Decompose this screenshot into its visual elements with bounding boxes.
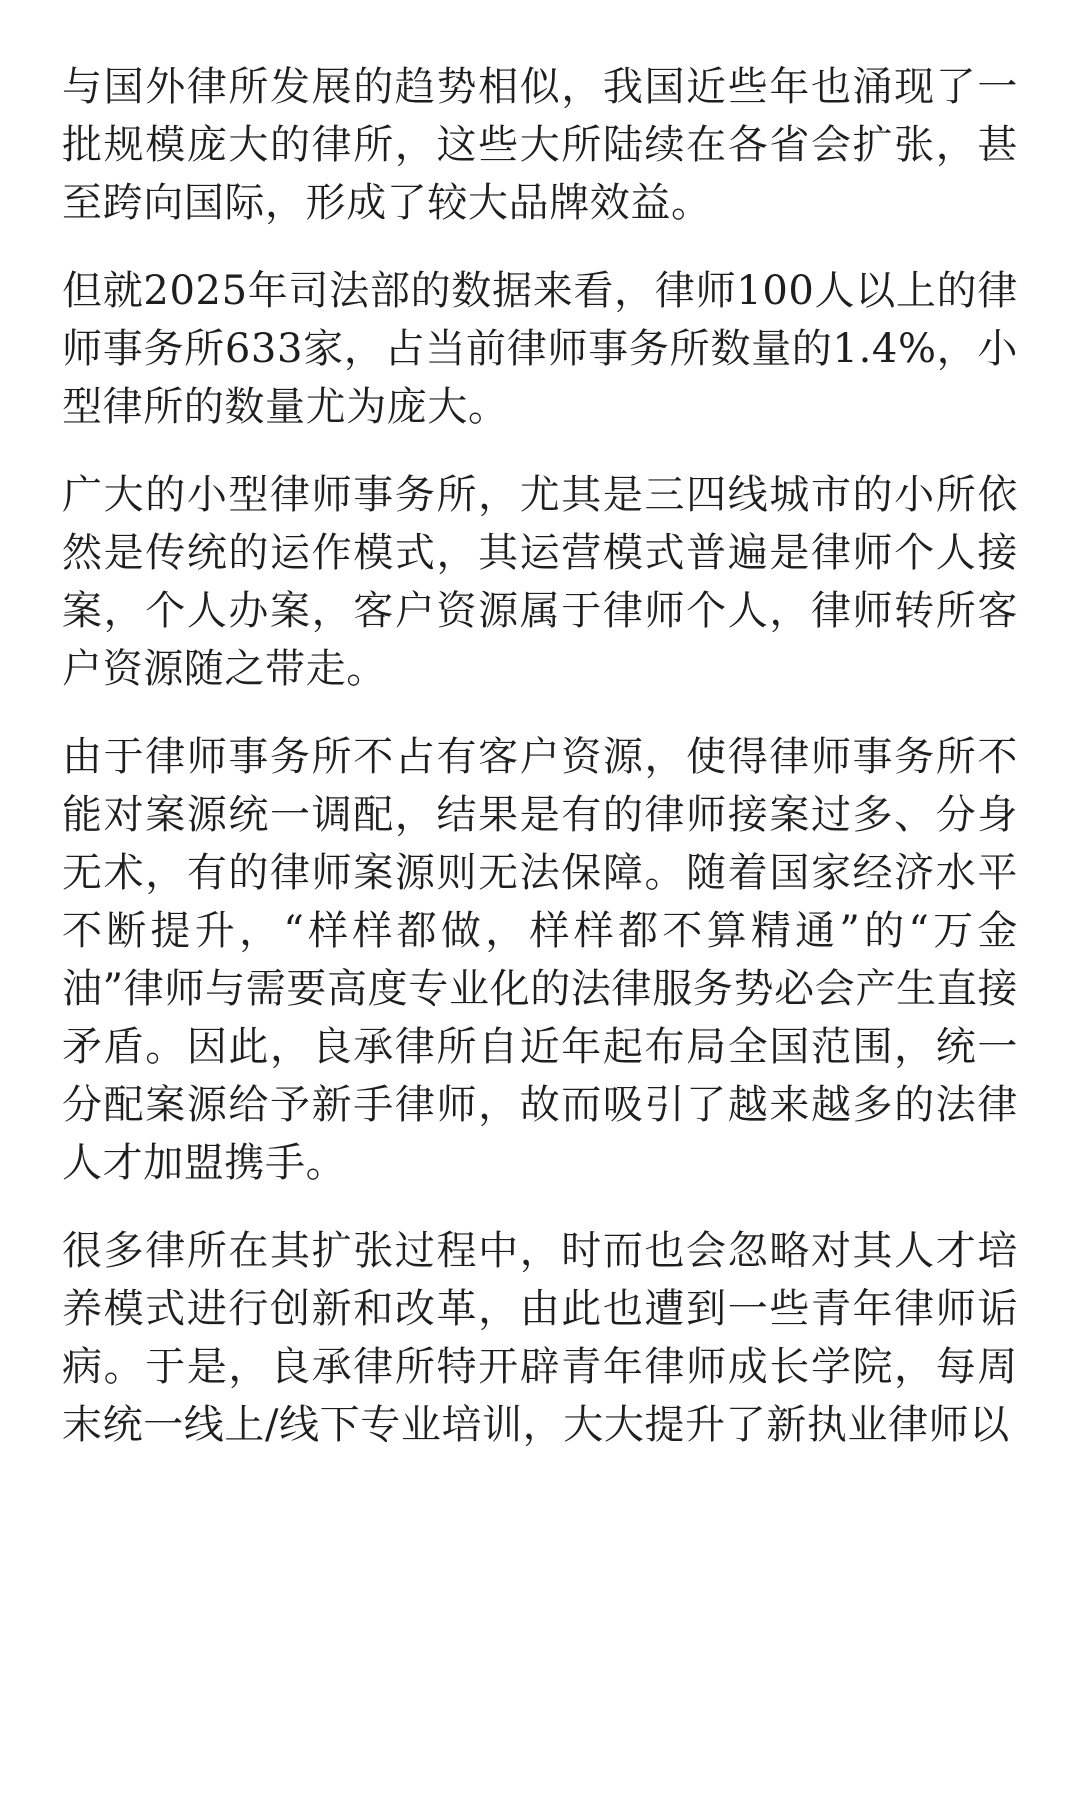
paragraph-4: 由于律师事务所不占有客户资源，使得律师事务所不能对案源统一调配，结果是有的律师接案过多、分身无术，有的律师案源则无法保障。随着国家经济水平不断提升，“样样都做，样样都不算精通”的“万金油”律师与需要高度专业化的法律服务势必会产生直接矛盾。因此，良承律所自近年起布局全国范围，统一分配案源给予新手律师，故而吸引了越来越多的法律人才加盟携手。 [62, 734, 1018, 1186]
article-body [62, 58, 1018, 1484]
paragraph-1: 与国外律所发展的趋势相似，我国近些年也涌现了一批规模庞大的律所，这些大所陆续在各省会扩张，甚至跨向国际，形成了较大品牌效益。 [62, 64, 1018, 226]
paragraph-3: 广大的小型律师事务所，尤其是三四线城市的小所依然是传统的运作模式，其运营模式普遍是律师个人接案，个人办案，客户资源属于律师个人，律师转所客户资源随之带走。 [62, 472, 1018, 692]
paragraph-2: 但就2025年司法部的数据来看，律师100人以上的律师事务所633家，占当前律师事务所数量的1.4%，小型律所的数量尤为庞大。 [62, 268, 1018, 430]
paragraph-5: 很多律所在其扩张过程中，时而也会忽略对其人才培养模式进行创新和改革，由此也遭到一些青年律师诟病。于是，良承律所特开辟青年律师成长学院，每周末统一线上/线下专业培训，大大提升了新执业律师以 [62, 1228, 1018, 1448]
